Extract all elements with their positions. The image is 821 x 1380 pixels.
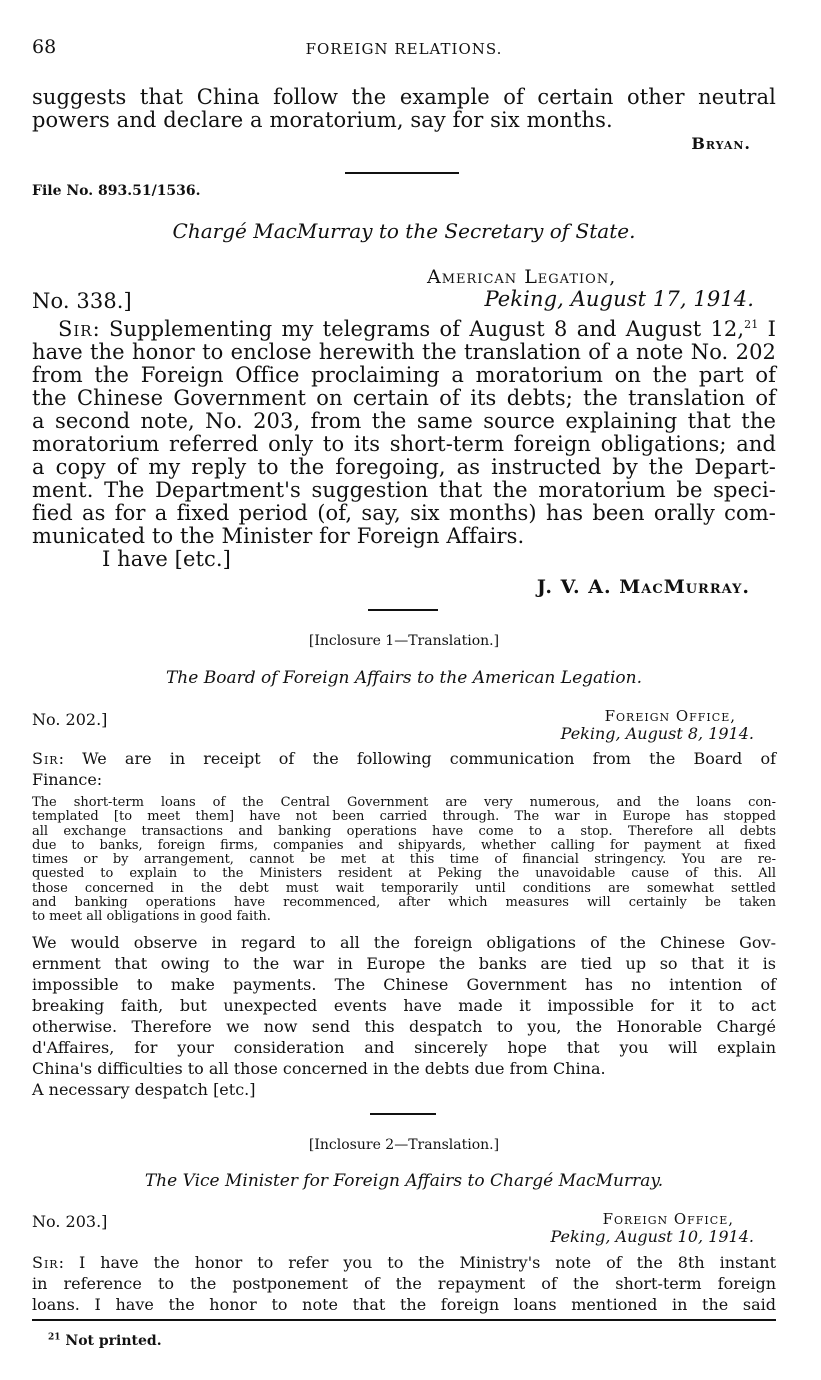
section-divider <box>370 1113 436 1115</box>
quote-line: quested to explain to the Ministers resident at Peking the unavoidable cause of this. All <box>32 866 776 882</box>
sender-location: American Legation, <box>427 266 617 288</box>
quote-line: times or by arrangement, cannot be met at this time of financial stringency. You are re- <box>32 852 776 868</box>
text-line: the Chinese Government on certain of its debts; the translation of <box>32 386 776 410</box>
text-line: a copy of my reply to the foregoing, as instructed by the Depart- <box>32 455 776 479</box>
inclosure-date: Peking, August 10, 1914. <box>550 1227 754 1246</box>
inclosure-paragraph <box>32 932 776 1100</box>
footnote-rule <box>32 1319 776 1321</box>
document-date: Peking, August 17, 1914. <box>484 287 754 311</box>
text-line: moratorium referred only to its short-term foreign obligations; and <box>32 432 776 456</box>
text-line: otherwise. Therefore we now send this despatch to you, the Honorable Chargé <box>32 1017 776 1036</box>
text-line: powers and declare a moratorium, say for six months. <box>32 108 613 132</box>
document-title: Chargé MacMurray to the Secretary of State. <box>172 219 636 243</box>
inclosure-date: Peking, August 8, 1914. <box>560 724 754 743</box>
text-segment: I <box>758 317 776 341</box>
footnote-marker: 21 <box>48 1332 61 1343</box>
inclosure-number: No. 202.] <box>32 710 108 729</box>
text-segment: : Supplementing my telegrams of August 8 and August 12, <box>92 317 745 341</box>
quote-line: templated [to meet them] have not been carried through. The war in Europe has stopped <box>32 809 776 825</box>
inclosure-closing: A necessary despatch [etc.] <box>32 1080 256 1099</box>
text-line: d'Affaires, for your consideration and sincerely hope that you will explain <box>32 1038 776 1057</box>
text-line: from the Foreign Office proclaiming a moratorium on the part of <box>32 363 776 387</box>
footnote-reference: 21 <box>744 318 759 331</box>
text-segment: : I have the honor to refer you to the Ministry's note of the 8th instant <box>58 1253 776 1272</box>
inclosure-label: [Inclosure 2—Translation.] <box>308 1137 500 1153</box>
intro-signature: Bryan. <box>691 134 751 153</box>
text-line <box>32 318 776 341</box>
letter-body <box>32 318 776 571</box>
document-page <box>32 0 776 1380</box>
text-segment: : We are in receipt of the following communication from the Board of <box>58 749 776 768</box>
text-line: in reference to the postponement of the repayment of the short-term foreign <box>32 1274 776 1293</box>
inclosure-intro <box>32 748 776 790</box>
text-line <box>32 1252 776 1273</box>
text-line: ment. The Department's suggestion that the moratorium be speci- <box>32 478 776 502</box>
quote-line: and banking operations have recommenced, after which measures will certainly be taken <box>32 895 776 911</box>
text-line: suggests that China follow the example of certain other neutral <box>32 85 776 109</box>
intro-paragraph <box>32 86 776 132</box>
inclosure-label: [Inclosure 1—Translation.] <box>308 633 500 649</box>
footnote-text: Not printed. <box>65 1333 162 1349</box>
running-title: FOREIGN RELATIONS. <box>305 40 503 58</box>
inclosure-title: The Board of Foreign Affairs to the American Legation. <box>165 668 643 688</box>
letter-signature: J. V. A. MacMurray. <box>536 576 750 598</box>
quote-line: those concerned in the debt must wait temporarily until conditions are somewhat settled <box>32 880 776 896</box>
text-line: fied as for a fixed period (of, say, six months) has been orally com- <box>32 501 776 525</box>
letter-closing: I have [etc.] <box>102 547 231 571</box>
section-divider <box>368 609 438 611</box>
quote-line: to meet all obligations in good faith. <box>32 909 271 925</box>
salutation: Sir <box>32 1253 59 1272</box>
text-line <box>32 748 776 769</box>
text-line: impossible to make payments. The Chinese Government has no intention of <box>32 975 776 994</box>
text-line: China's difficulties to all those concerned in the debts due from China. <box>32 1059 606 1078</box>
text-line: have the honor to enclose herewith the translation of a note No. 202 <box>32 340 776 364</box>
text-line: breaking faith, but unexpected events have made it impossible for it to act <box>32 996 776 1015</box>
text-line: loans. I have the honor to note that the foreign loans mentioned in the said <box>32 1295 776 1314</box>
page-number: 68 <box>32 36 57 58</box>
inclosure-office: Foreign Office, <box>602 1210 734 1228</box>
document-number: No. 338.] <box>32 289 132 313</box>
text-line: We would observe in regard to all the foreign obligations of the Chinese Gov- <box>32 933 776 952</box>
inclosure-number: No. 203.] <box>32 1212 108 1231</box>
inclosure-paragraph <box>32 1252 776 1315</box>
text-line: a second note, No. 203, from the same source explaining that the <box>32 409 776 433</box>
salutation: Sir <box>58 317 93 341</box>
quoted-communication <box>32 796 776 925</box>
section-divider <box>345 172 459 174</box>
inclosure-title: The Vice Minister for Foreign Affairs to Chargé MacMurray. <box>144 1171 664 1191</box>
quote-line: all exchange transactions and banking operations have come to a stop. Therefore all debts <box>32 823 776 839</box>
inclosure-office: Foreign Office, <box>604 707 736 725</box>
file-reference: File No. 893.51/1536. <box>32 183 201 199</box>
quote-line: due to banks, foreign firms, companies and shipyards, whether calling for payment at fixed <box>32 837 776 853</box>
footnote <box>48 1333 162 1349</box>
text-line: Finance: <box>32 770 103 789</box>
salutation: Sir <box>32 749 59 768</box>
quote-line: The short-term loans of the Central Government are very numerous, and the loans con- <box>32 795 776 810</box>
text-line: municated to the Minister for Foreign Affairs. <box>32 524 525 548</box>
text-line: ernment that owing to the war in Europe the banks are tied up so that it is <box>32 954 776 973</box>
